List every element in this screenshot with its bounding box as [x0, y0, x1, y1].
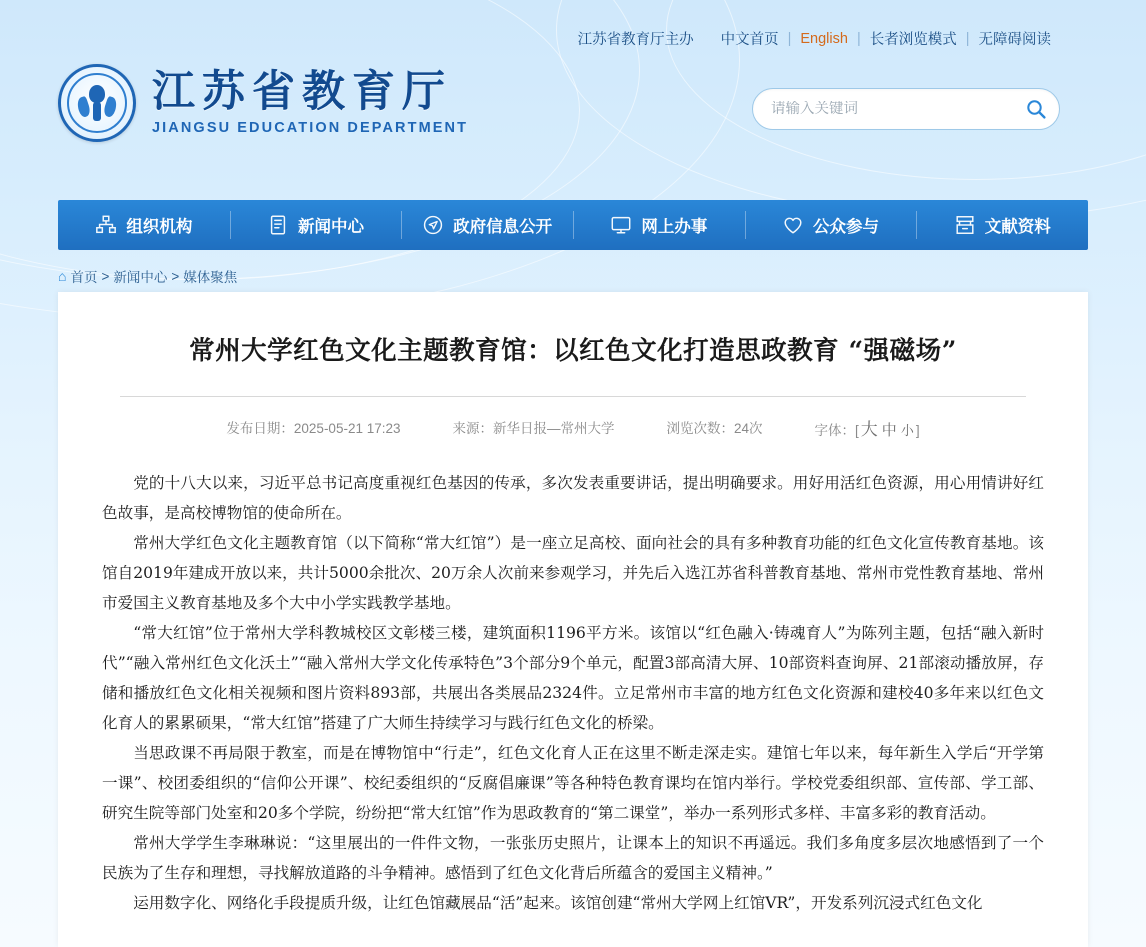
top-link-chinese-home[interactable]: 中文首页 — [720, 32, 779, 48]
article-source — [453, 417, 615, 437]
top-links-bar — [578, 28, 1060, 49]
page-title: 常州大学红色文化主题教育馆：以红色文化打造思政教育 “强磁场” — [189, 336, 957, 366]
article-paragraph: 常州大学学生李琳琳说：“这里展出的一件件文物，一张张历史照片，让课本上的知识不再遥远。我们多角度多层次地感悟到了一个民族为了生存和理想，寻找解放道路的斗争精神。感悟到了红色文化背后所蕴含的爱国主义精神。” — [102, 833, 1044, 882]
views-value: 24次 — [734, 421, 763, 437]
publish-date — [226, 417, 400, 437]
nav-item-organization[interactable] — [58, 200, 230, 250]
fontsize-medium-button[interactable]: 中 — [881, 421, 897, 439]
torch-emblem-icon — [58, 64, 136, 142]
article-meta — [120, 415, 1026, 440]
nav-item-news[interactable] — [230, 200, 402, 250]
breadcrumb-item-news[interactable]: 新闻中心 — [113, 270, 168, 285]
nav-item-public-participation[interactable] — [745, 200, 917, 250]
nav-label: 组织机构 — [126, 218, 193, 236]
article-paragraph: 党的十八大以来，习近平总书记高度重视红色基因的传承，多次发表重要讲话，提出明确要求。用好用活红色资源，用心用情讲好红色故事，是高校博物馆的使命所在。 — [102, 473, 1044, 522]
nav-label: 新闻中心 — [298, 218, 364, 236]
top-link-english[interactable]: English — [800, 30, 848, 47]
top-link-separator: | — [856, 30, 861, 47]
view-count — [667, 417, 763, 437]
site-host-label: 江苏省教育厅主办 — [577, 32, 694, 48]
brand-name-en: JIANGSU EDUCATION DEPARTMENT — [152, 120, 469, 137]
article-paragraph: “常大红馆”位于常州大学科教城校区文彰楼三楼，建筑面积1196平方米。该馆以“红色融入·铸魂育人”为陈列主题，包括“融入新时代”“融入常州红色文化沃土”“融入常州大学文化传承特色”3个部分9个单元，配置3部高清大屏、10部资料查询屏、21部滚动播放屏，存储和播放红色文化相关视频和图片资料893部，共展出各类展品2324件。立足常州市丰富的地方红色文化资源和建校40多年来以红色文化育人的累累硕果，“常大红馆”搭建了广大师生持续学习与践行红色文化的桥梁。 — [102, 623, 1044, 732]
monitor-icon — [610, 214, 632, 236]
news-document-icon — [267, 214, 289, 236]
top-link-separator: | — [787, 30, 792, 47]
breadcrumb-separator: > — [171, 268, 180, 284]
org-chart-icon — [95, 214, 117, 236]
breadcrumb-item-home[interactable]: 首页 — [70, 270, 98, 285]
home-icon: ⌂ — [58, 268, 67, 284]
archive-icon — [954, 214, 976, 236]
send-circle-icon — [422, 214, 444, 236]
top-link-accessibility[interactable]: 无障碍阅读 — [978, 32, 1051, 48]
publish-date-label: 发布日期： — [226, 421, 294, 437]
font-size-switcher — [815, 415, 920, 440]
heart-icon — [782, 214, 804, 236]
fontsize-large-button[interactable]: 大 — [860, 419, 878, 439]
fontsize-small-button[interactable]: 小 — [900, 422, 914, 438]
article-paragraph: 当思政课不再局限于教室，而是在博物馆中“行走”，红色文化育人正在这里不断走深走实。建馆七年以来，每年新生入学后“开学第一课”、校团委组织的“信仰公开课”、校纪委组织的“反腐倡廉课”等各种特色教育课均在馆内举行。学校党委组织部、宣传部、学工部、研究生院等部门处室和20多个学院，纷纷把“常大红馆”作为思政教育的“第二课堂”，举办一系列形式多样、丰富多彩的教育活动。 — [102, 743, 1044, 822]
top-link-elder-mode[interactable]: 长者浏览模式 — [869, 32, 957, 48]
main-navigation — [58, 200, 1088, 250]
search-button[interactable] — [1013, 89, 1059, 129]
breadcrumb-separator: > — [101, 268, 110, 284]
breadcrumb-item-media-focus[interactable]: 媒体聚焦 — [183, 270, 238, 285]
fontsize-bracket-open: [ — [855, 422, 859, 438]
source-label: 来源： — [452, 421, 493, 437]
article-body — [102, 468, 1044, 918]
nav-item-online-service[interactable] — [573, 200, 745, 250]
site-logo[interactable] — [58, 64, 468, 142]
search-icon — [1025, 98, 1047, 120]
search-box[interactable] — [752, 88, 1060, 130]
article-paragraph: 运用数字化、网络化手段提质升级，让红色馆藏展品“活”起来。该馆创建“常州大学网上红馆VR”，开发系列沉浸式红色文化 — [133, 893, 983, 912]
publish-date-value: 2025-05-21 17:23 — [293, 421, 401, 437]
source-value: 新华日报—常州大学 — [493, 421, 615, 437]
top-link-separator: | — [965, 30, 970, 47]
search-input[interactable] — [753, 101, 1013, 117]
brand-name-cn: 江苏省教育厅 — [152, 66, 452, 117]
article-paragraph: 常州大学红色文化主题教育馆（以下简称“常大红馆”）是一座立足高校、面向社会的具有多种教育功能的红色文化宣传教育基地。该馆自2019年建成开放以来，共计5000余批次、20万余人次前来参观学习，并先后入选江苏省科普教育基地、常州市党性教育基地、常州市爱国主义教育基地及多个大中小学实践教学基地。 — [102, 533, 1044, 612]
article-card — [58, 292, 1088, 947]
nav-item-gov-info[interactable] — [401, 200, 573, 250]
nav-label: 网上办事 — [641, 218, 708, 236]
fontsize-bracket-close: ] — [915, 422, 920, 438]
title-divider — [120, 396, 1026, 397]
nav-label: 公众参与 — [813, 218, 880, 236]
nav-label: 政府信息公开 — [453, 218, 553, 236]
breadcrumb — [58, 266, 237, 286]
nav-label: 文献资料 — [984, 218, 1051, 236]
fontsize-label: 字体： — [814, 422, 856, 438]
nav-item-documents[interactable] — [916, 200, 1088, 250]
views-label: 浏览次数： — [666, 421, 734, 437]
